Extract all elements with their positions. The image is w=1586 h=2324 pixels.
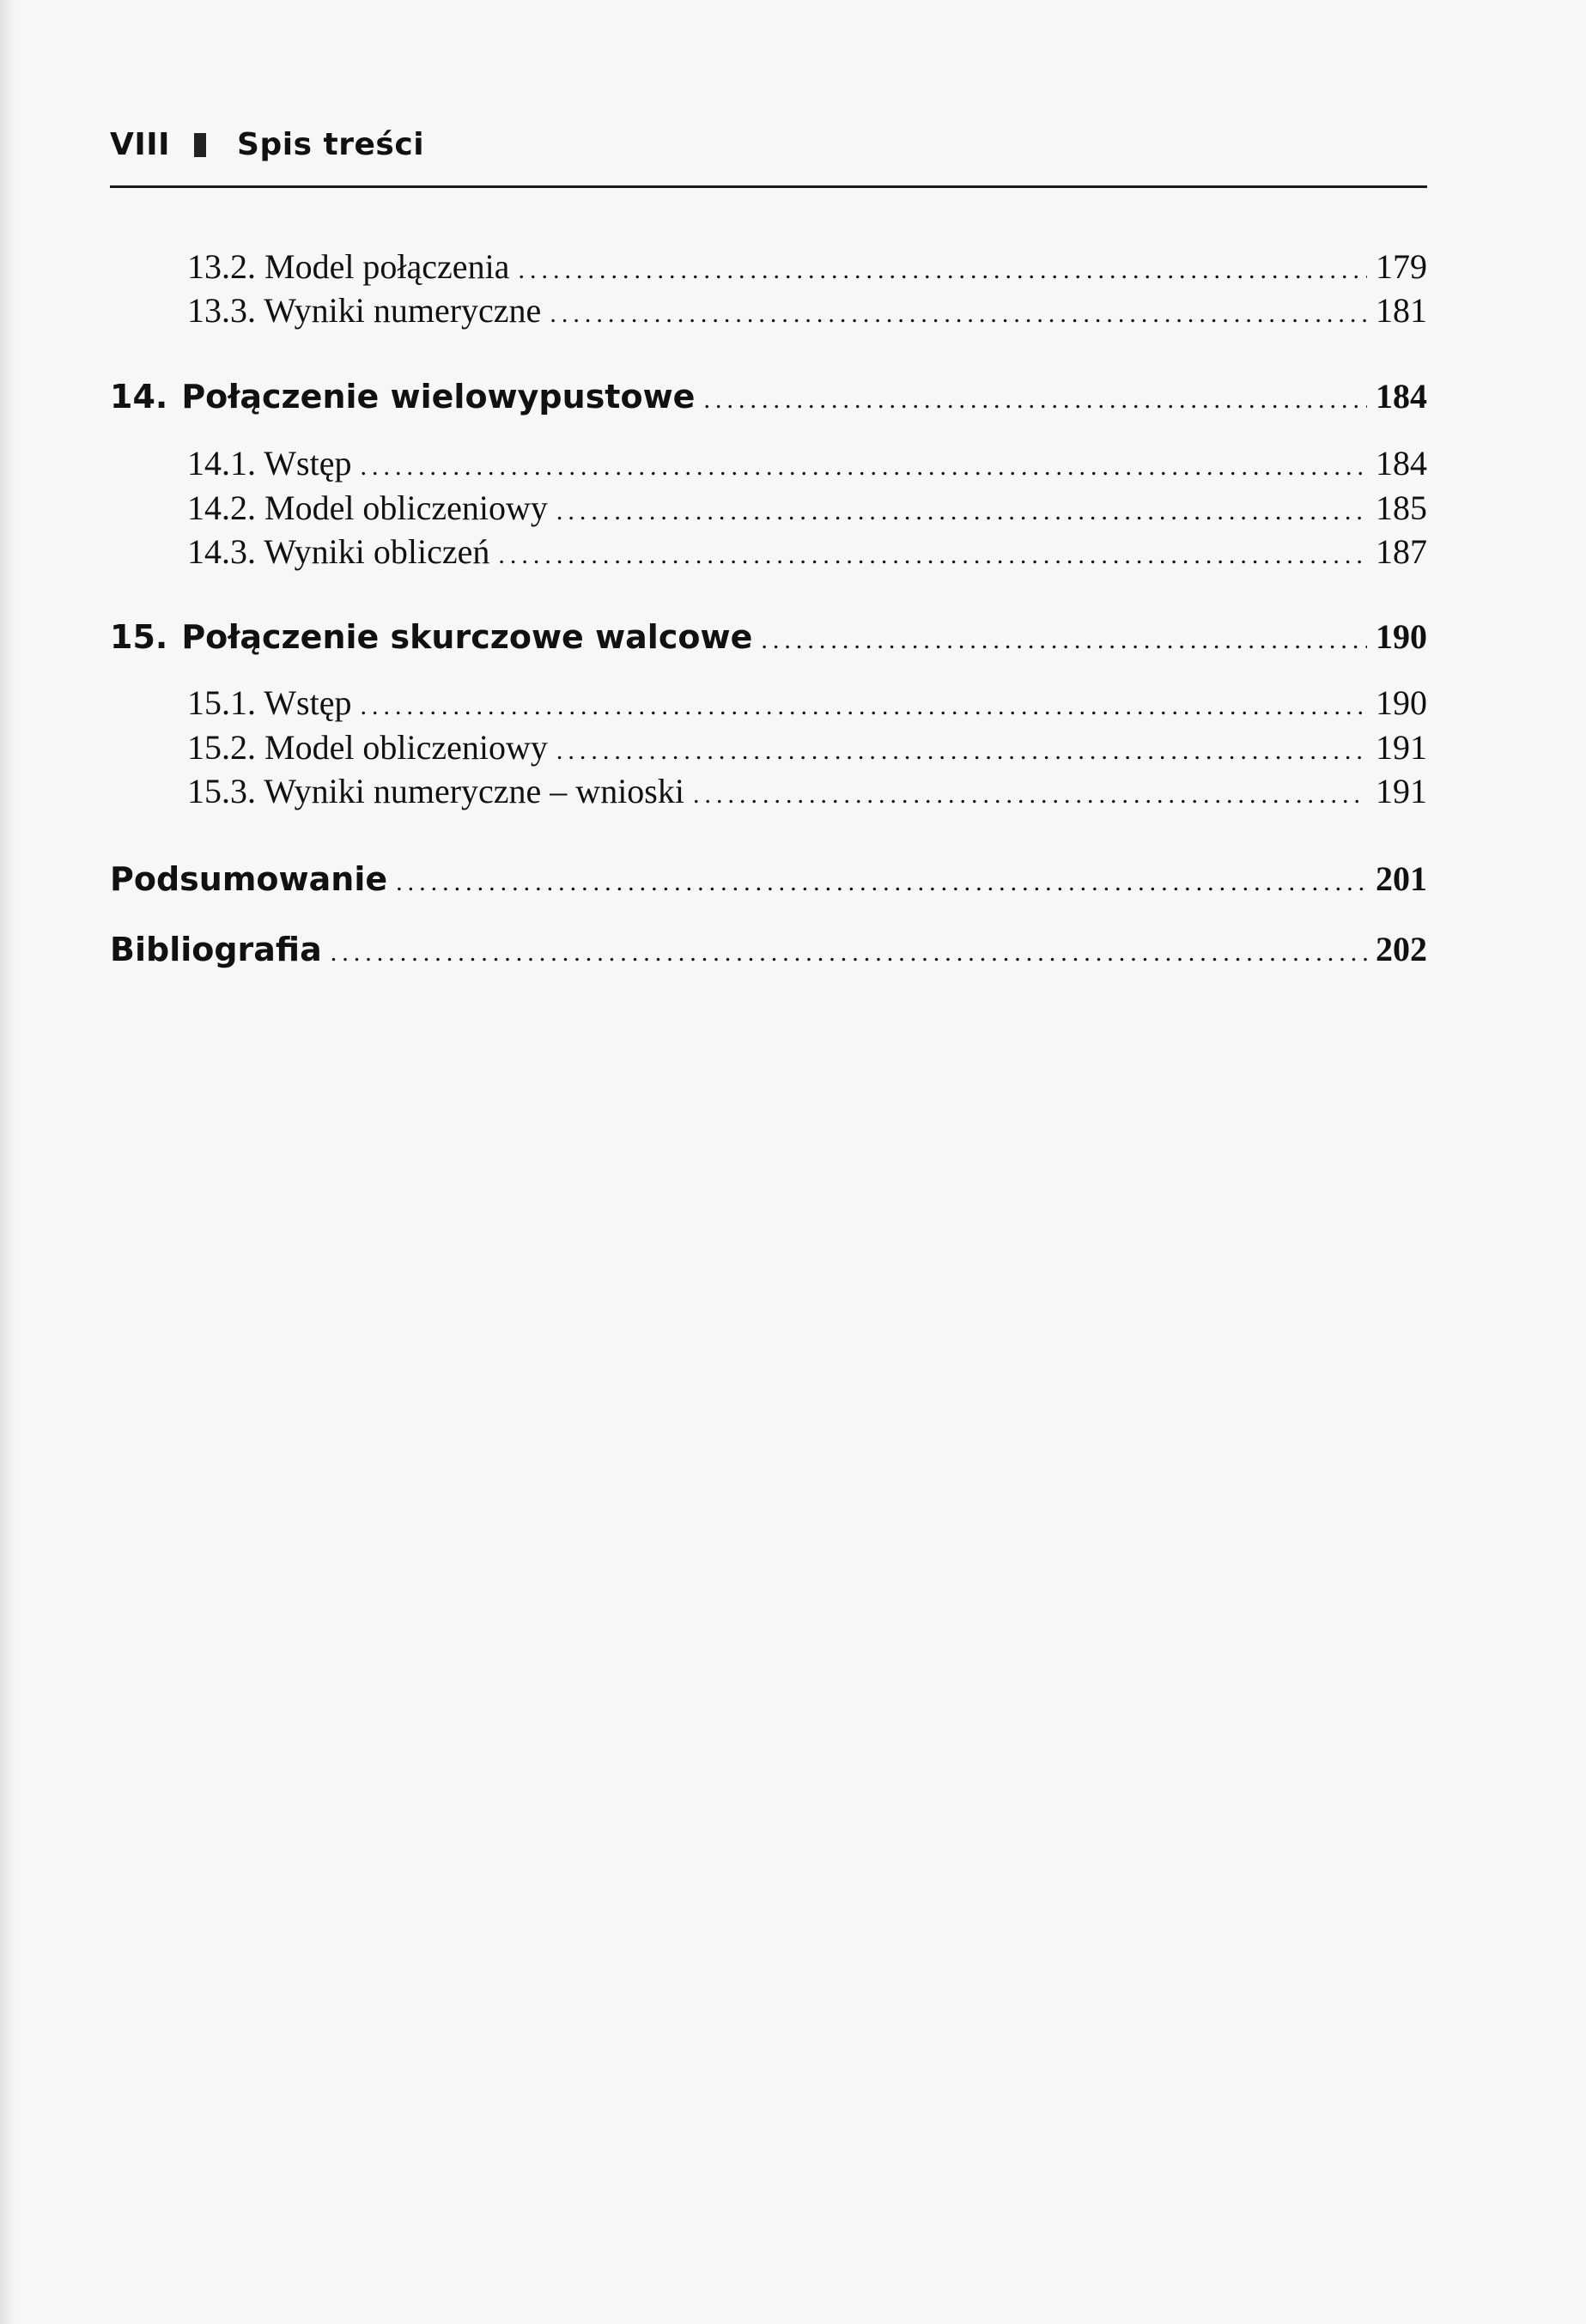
toc-entry-label: 15.2. Model obliczeniowy — [187, 728, 548, 767]
toc-entry-page: 190 — [1376, 683, 1427, 722]
toc-entry-page: 191 — [1376, 772, 1427, 810]
dot-leader — [703, 385, 1367, 415]
dot-leader — [518, 256, 1367, 285]
toc-chapter[interactable] — [110, 616, 1427, 657]
dot-leader — [693, 780, 1367, 810]
toc-summary-page: 201 — [1376, 859, 1427, 898]
toc-chapter-number: 15. — [110, 618, 168, 656]
toc-chapter-number: 14. — [110, 378, 168, 416]
dot-leader — [498, 541, 1367, 570]
dot-leader — [761, 626, 1367, 655]
toc-entry[interactable] — [187, 683, 1427, 723]
toc-entry-label: 15.1. Wstęp — [187, 683, 352, 722]
toc-summary[interactable] — [110, 859, 1427, 899]
header-title: Spis treści — [237, 127, 425, 162]
dot-leader — [360, 692, 1367, 721]
toc-entry-label: 14.1. Wstęp — [187, 444, 352, 482]
dot-leader — [396, 868, 1367, 897]
toc-entry[interactable] — [187, 531, 1427, 572]
toc-entry-label: 15.3. Wyniki numeryczne – wnioski — [187, 772, 684, 810]
toc-entry-page: 179 — [1376, 247, 1427, 286]
toc-entry-page: 187 — [1376, 532, 1427, 571]
toc-entry-label: 14.3. Wyniki obliczeń — [187, 532, 490, 571]
toc-entry[interactable] — [187, 246, 1427, 287]
toc-bibliography-label: Bibliografia — [110, 931, 322, 968]
toc-entry[interactable] — [187, 443, 1427, 483]
dot-leader — [331, 938, 1367, 968]
toc-entry[interactable] — [187, 290, 1427, 331]
toc-entry-page: 184 — [1376, 444, 1427, 482]
toc-entry[interactable] — [187, 488, 1427, 528]
toc-summary-label: Podsumowanie — [110, 860, 388, 898]
toc-entry-label: 13.3. Wyniki numeryczne — [187, 291, 542, 330]
toc-entry-page: 191 — [1376, 728, 1427, 767]
dot-leader — [360, 452, 1367, 482]
toc-entry-label: 13.2. Model połączenia — [187, 247, 510, 286]
toc-entry-label: 14.2. Model obliczeniowy — [187, 488, 548, 527]
dot-leader — [556, 737, 1367, 766]
toc-entry[interactable] — [187, 727, 1427, 768]
toc-bibliography[interactable] — [110, 929, 1427, 969]
dot-leader — [550, 300, 1367, 329]
toc-chapter-label: Połączenie skurczowe walcowe — [181, 618, 753, 656]
toc-chapter-label: Połączenie wielowypustowe — [181, 378, 696, 416]
toc-chapter-page: 190 — [1376, 617, 1427, 656]
toc-entry[interactable] — [187, 771, 1427, 811]
toc-bibliography-page: 202 — [1376, 930, 1427, 968]
page-number-roman: VIII — [110, 127, 171, 162]
toc-entry-page: 185 — [1376, 488, 1427, 527]
toc-chapter-page: 184 — [1376, 377, 1427, 416]
dot-leader — [556, 497, 1367, 526]
toc-chapter[interactable] — [110, 376, 1427, 416]
toc-entry-page: 181 — [1376, 291, 1427, 330]
